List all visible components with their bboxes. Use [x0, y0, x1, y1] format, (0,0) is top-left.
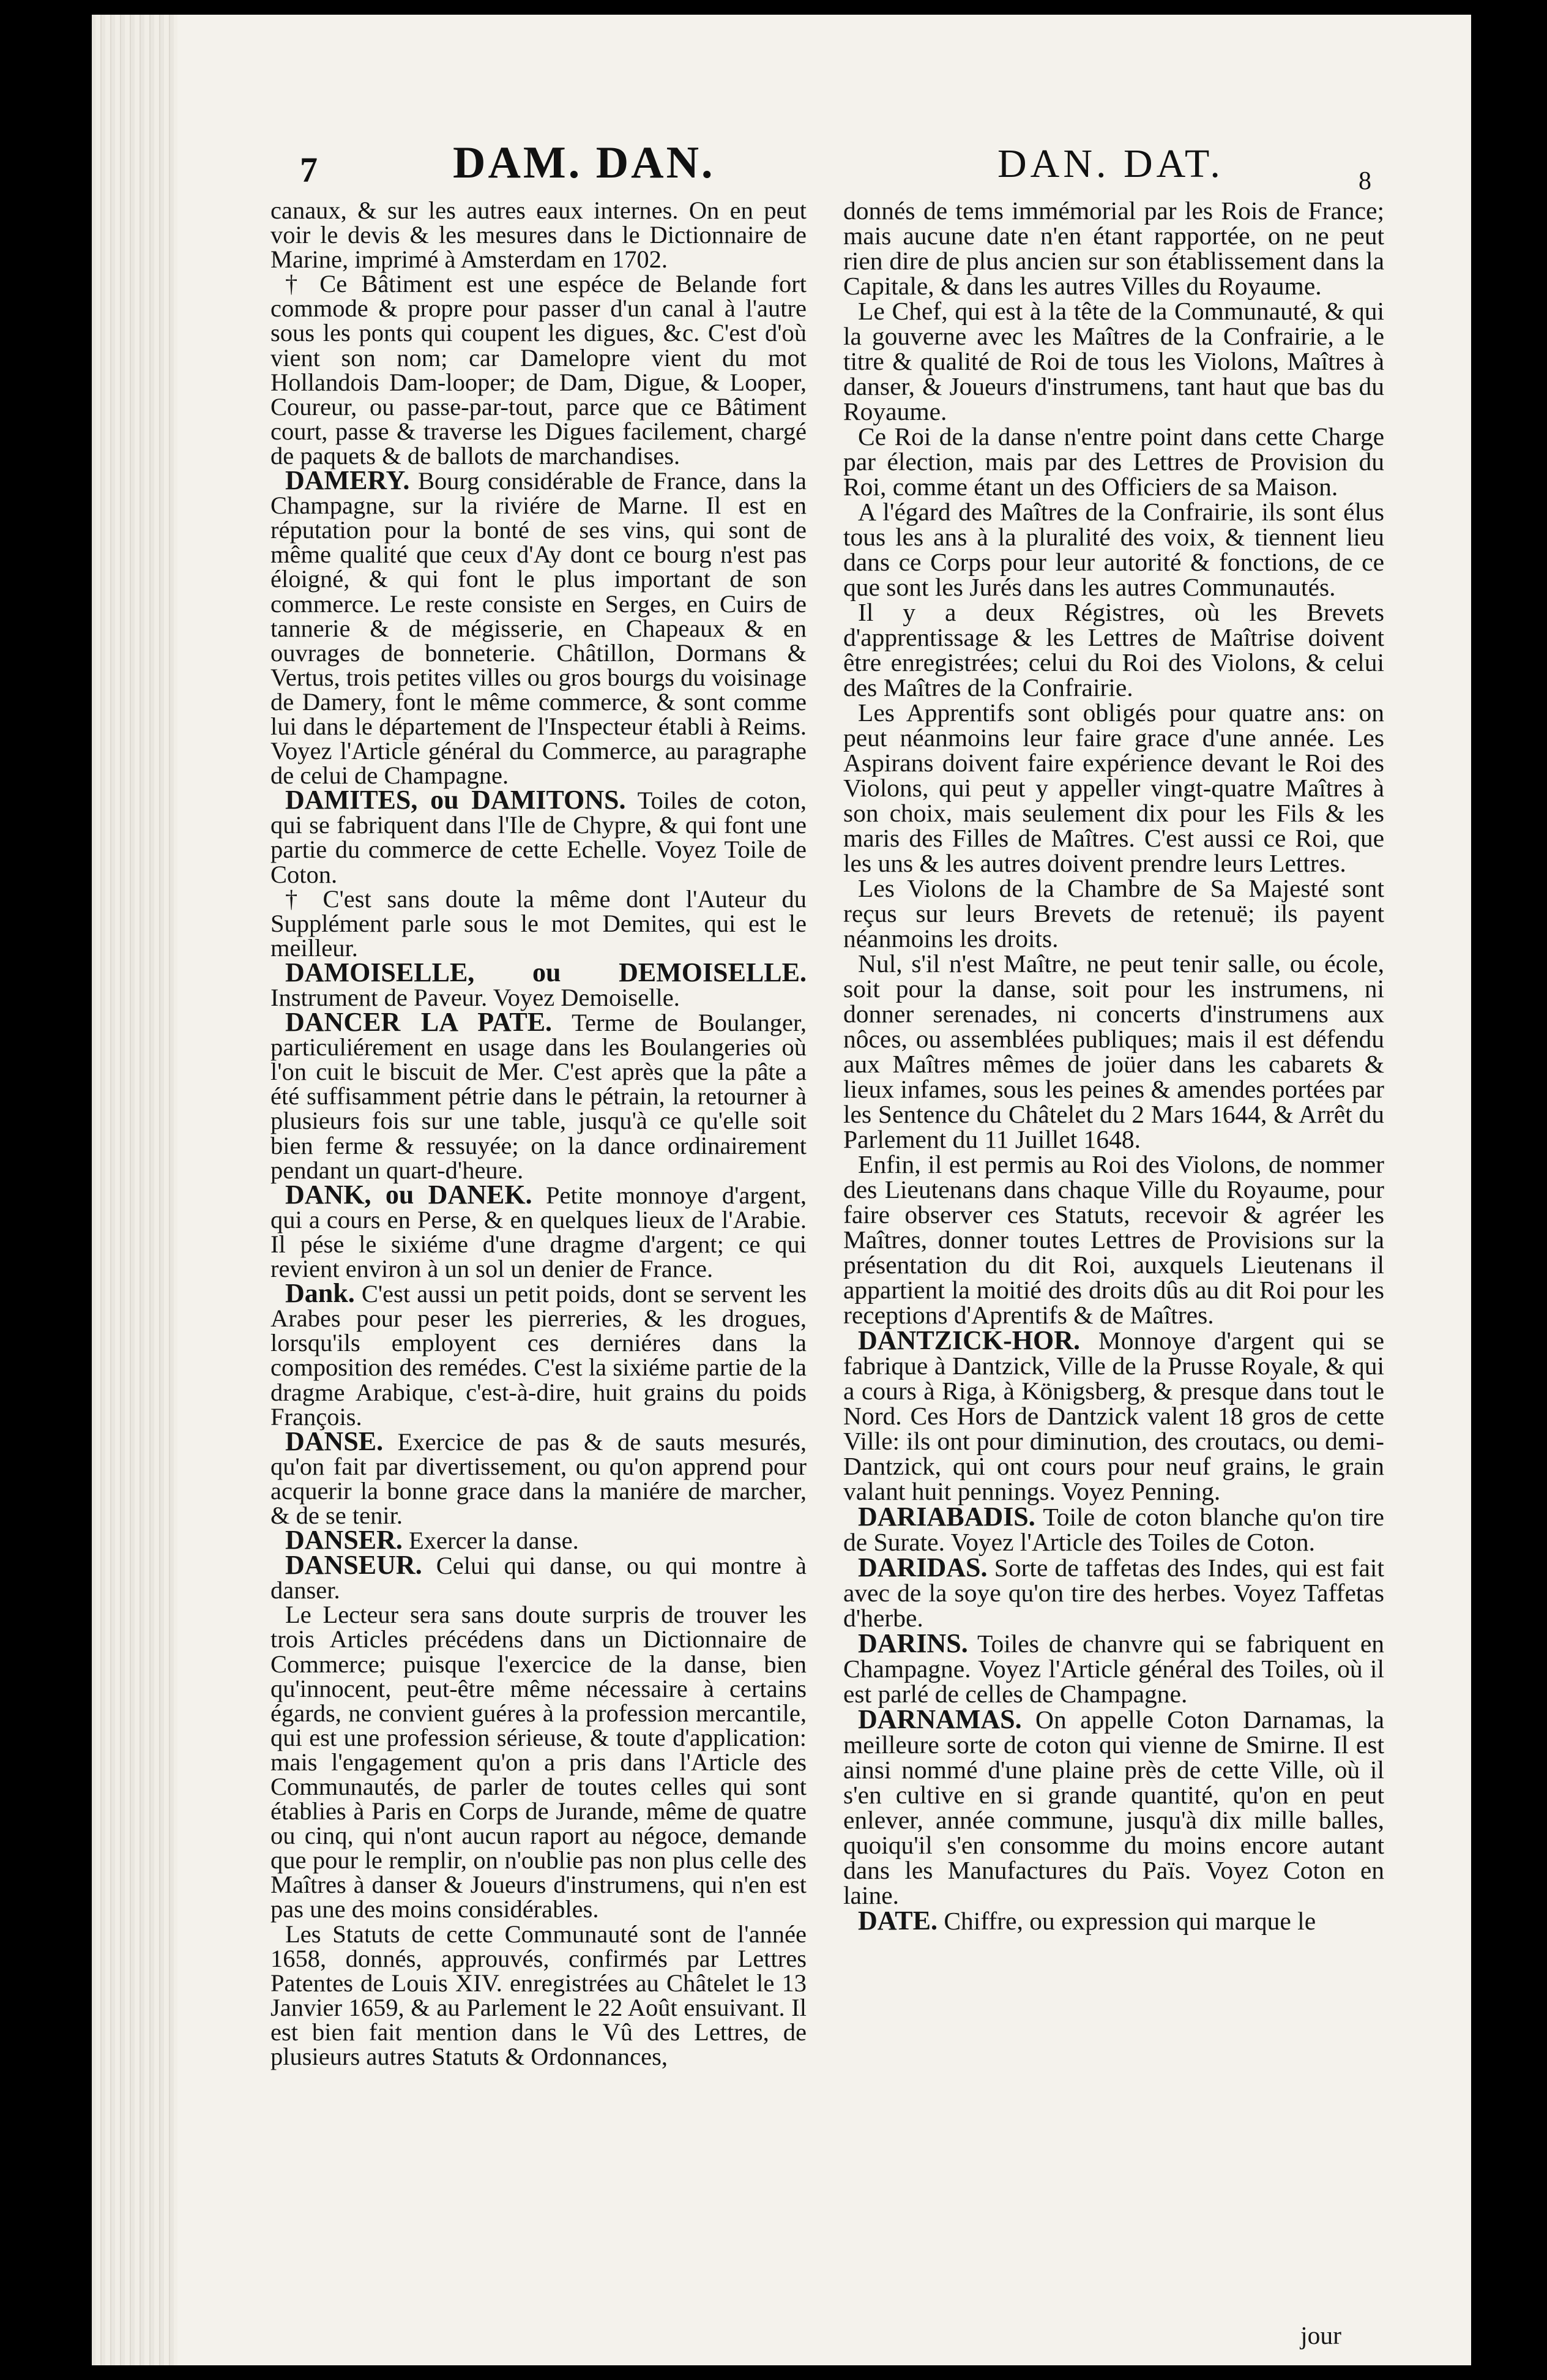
entry-text: Le Lecteur sera sans doute surpris de trouver les trois Articles précédens dans un Dictionnaire de Commerce; puisque l'exercice de la danse, bien qu'innocent, peut-être même nécessaire à certains égards, ne convient guéres à la profession mercantile, qui est une profession sérieuse, & toute d'application: mais l'engagement qu'on a pris dans l'Article des Communautés, de parler de toutes celles qui sont établies à Paris en Corps de Jurande, même de quatre ou cinq, qui n'ont aucun raport au négoce, demande que pour le remplir, on n'oublie pas non plus celle des Maîtres à danser & Joueurs d'instrumens, qui n'en est pas une des moins considérables.: [270, 1601, 807, 1923]
dictionary-entry: [270, 1550, 807, 1604]
entry-text: Bourg considérable de France, dans la Champagne, sur la riviére de Marne. Il est en réputation pour la bonté de ses vins, qui sont de même qualité que ceux d'Ay dont ce bourg n'est pas éloigné, & qui font le plus important de son commerce. Le reste consiste en Serges, en Cuirs de tannerie & de mégisserie, en Chapeaux & en ouvrages de bonneterie. Châtillon, Dormans & Vertus, trois petites villes ou gros bourgs du voisinage de Damery, font le même commerce, & sont comme lui dans le département de l'Inspecteur établi à Reims. Voyez l'Article général du Commerce, au paragraphe de celui de Champagne.: [270, 467, 807, 790]
entry-headword: DANSEUR.: [285, 1550, 422, 1581]
entry-headword: DARIDAS.: [858, 1552, 988, 1582]
entry-headword: DANSER.: [285, 1525, 403, 1555]
dictionary-entry: [270, 1922, 807, 2070]
dictionary-entry: [270, 198, 807, 272]
entry-text: Les Apprentifs sont obligés pour quatre ans: on peut néanmoins leur faire grace d'une année. Les Aspirans doivent faire expérience devant le Roi des Violons, qui peut y appeller vingt-quatre Maîtres à son choix, mais seulement dix pour les Fils & les maris des Filles de Maîtres. C'est aussi ce Roi, que les uns & les autres doivent prendre leurs Lettres.: [843, 698, 1384, 877]
dictionary-entry: [270, 1426, 807, 1529]
dictionary-entry: [843, 1552, 1384, 1632]
page-number-left: 7: [300, 150, 318, 190]
page-number-right: 8: [1359, 167, 1371, 195]
entry-headword: Dank.: [285, 1278, 355, 1309]
dictionary-entry: [843, 198, 1384, 299]
entry-text: Chiffre, ou expression qui marque le: [944, 1907, 1316, 1935]
dictionary-entry: [843, 500, 1384, 600]
entry-text: Exercice de pas & de sauts mesurés, qu'on fait par divertissement, ou qu'on apprend pour acquerir la bonne grace dans la maniére de marcher, & de se tenir.: [270, 1428, 807, 1529]
dictionary-entry: [843, 700, 1384, 876]
entry-text: Les Statuts de cette Communauté sont de l'année 1658, donnés, approuvés, confirmés par Lettres Patentes de Louis XIV. enregistrées au Châtelet le 13 Janvier 1659, & au Parlement le 22 Août ensuivant. Il est bien fait mention dans le Vû des Lettres, de plusieurs autres Statuts & Ordonnances,: [270, 1920, 807, 2071]
running-head: [92, 113, 1471, 195]
entry-text: Exercer la danse.: [409, 1527, 579, 1555]
entry-text: Instrument de Paveur. Voyez Demoiselle.: [270, 984, 680, 1011]
entry-headword: DATE.: [858, 1906, 938, 1936]
entry-text: Terme de Boulanger, particuliérement en usage dans les Boulangeries où l'on cuit le biscuit de Mer. C'est après que la pâte a été suffisamment pétrie dans le pétrain, la retourner à plusieurs fois sur une table, jusqu'à ce qu'elle soit bien ferme & ressuyée; on la dance ordinairement pendant un quart-d'heure.: [270, 1009, 807, 1184]
dictionary-entry: [270, 1525, 807, 1555]
dictionary-entry: [270, 887, 807, 960]
entry-text: Toiles de coton, qui se fabriquent dans l'Ile de Chypre, & qui font une partie du commerce de cette Echelle. Voyez Toile de Coton.: [270, 787, 807, 888]
running-title-left: DAM. DAN.: [453, 138, 715, 188]
dictionary-entry: [270, 465, 807, 790]
entry-headword: DARINS.: [858, 1628, 968, 1658]
entry-text: Toiles de chanvre qui se fabriquent en Champagne. Voyez l'Article général des Toiles, où il est parlé de celles de Champagne.: [843, 1630, 1384, 1708]
entry-text: canaux, & sur les autres eaux internes. On en peut voir le devis & les mesures dans le Dictionnaire de Marine, imprimé à Amsterdam en 1702.: [270, 196, 807, 274]
entry-text: On appelle Coton Darnamas, la meilleure sorte de coton qui vienne de Smirne. Il est ainsi nommé d'une plaine près de cette Ville, où il s'en cultive en si grande quantité, qu'on en peut enlever, année commune, jusqu'à dix mille balles, quoiqu'il s'en consomme du moins encore autant dans les Manufactures du Païs. Voyez Coton en laine.: [843, 1705, 1384, 1909]
dictionary-entry: [843, 1908, 1384, 1934]
entry-text: Le Chef, qui est à la tête de la Communauté, & qui la gouverne avec les Maîtres de la Confrairie, a le titre & qualité de Roi de tous les Violons, Maîtres à danser, & Joueurs d'instrumens, tant haut que bas du Royaume.: [843, 297, 1384, 425]
entry-headword: DANCER LA PATE.: [285, 1007, 553, 1038]
dictionary-entry: [843, 424, 1384, 500]
left-text-column: [270, 198, 807, 2069]
dictionary-entry: [270, 1179, 807, 1283]
entry-text: Les Violons de la Chambre de Sa Majesté sont reçus sur leurs Brevets de retenuë; ils payent néanmoins les droits.: [843, 874, 1384, 952]
entry-text: Sorte de taffetas des Indes, qui est fait avec de la soye qu'on tire des herbes. Voyez Taffetas d'herbe.: [843, 1554, 1384, 1632]
binding-gutter: [92, 15, 177, 2365]
dictionary-entry: [270, 1603, 807, 1922]
dictionary-entry: [270, 1278, 807, 1431]
entry-text: A l'égard des Maîtres de la Confrairie, ils sont élus tous les ans à la pluralité des voix, & tiennent lieu dans ce Corps pour leur autorité & fonctions, de ce que sont les Jurés dans les autres Communautés.: [843, 498, 1384, 601]
dictionary-entry: [270, 957, 807, 1011]
dictionary-entry: [843, 299, 1384, 424]
entry-text: C'est aussi un petit poids, dont se servent les Arabes pour peser les pierreries, & les drogues, lorsqu'ils employent ces derniéres dans la composition des remédes. C'est la sixiéme partie de la dragme Arabique, c'est-à-dire, huit grains du poids François.: [270, 1280, 807, 1431]
entry-text: † C'est sans doute la même dont l'Auteur du Supplément parle sous le mot Demites, qui est le meilleur.: [270, 885, 807, 962]
entry-text: Enfin, il est permis au Roi des Violons, de nommer des Lieutenans dans chaque Ville du Royaume, pour faire observer ces Statuts, recevoir & agréer les Maîtres, donner toutes Lettres de Provisions sur la présentation du dit Roi, auxquels Lieutenans il appartient la moitié des droits dûs au dit Roi pour les receptions d'Aprentifs & de Maîtres.: [843, 1150, 1384, 1329]
right-text-column: [843, 198, 1384, 1934]
entry-text: † Ce Bâtiment est une espéce de Belande fort commode & propre pour passer d'un canal à l'autre sous les ponts qui coupent les digues, &c. C'est d'où vient son nom; car Damelopre vient du mot Hollandois Dam-looper; de Dam, Digue, & Looper, Coureur, ou passe-par-tout, parce que ce Bâtiment court, passe & traverse les Digues facilement, chargé de paquets & de ballots de marchandises.: [270, 270, 807, 470]
entry-text: Petite monnoye d'argent, qui a cours en Perse, & en quelques lieux de l'Arabie. Il pése le sixiéme d'une dragme d'argent; ce qui revient environ à un sol un denier de France.: [270, 1181, 807, 1283]
entry-headword: DAMERY.: [285, 465, 410, 496]
dictionary-entry: [270, 785, 807, 888]
entry-headword: DARIABADIS.: [858, 1502, 1035, 1532]
book-page: [92, 15, 1471, 2365]
entry-text: Monnoye d'argent qui se fabrique à Dantzick, Ville de la Prusse Royale, & qui a cours à Riga, à Königsberg, & presque dans tout le Nord. Ces Hors de Dantzick valent 18 gros de cette Ville: ils ont pour diminution, des croutacs, ou demi-Dantzick, qui ont cours pour neuf grains, le grain valant huit pennings. Voyez Penning.: [843, 1327, 1384, 1505]
catchword: jour: [1300, 2321, 1341, 2349]
dictionary-entry: [270, 272, 807, 468]
entry-headword: DANSE.: [285, 1426, 384, 1456]
dictionary-entry: [843, 600, 1384, 700]
entry-text: Celui qui danse, ou qui montre à danser.: [270, 1552, 807, 1604]
entry-text: donnés de tems immémorial par les Rois de France; mais aucune date n'en étant rapportée, on ne peut rien dire de plus ancien sur son établissement dans la Capitale, & dans les autres Villes du Royaume.: [843, 196, 1384, 300]
dictionary-entry: [843, 1704, 1384, 1909]
dictionary-entry: [843, 951, 1384, 1152]
dictionary-entry: [843, 1628, 1384, 1708]
dictionary-entry: [270, 1007, 807, 1184]
dictionary-entry: [843, 1325, 1384, 1505]
entry-headword: DARNAMAS.: [858, 1704, 1022, 1734]
entry-headword: DANK, ou DANEK.: [285, 1179, 532, 1210]
entry-text: Il y a deux Régistres, où les Brevets d'apprentissage & les Lettres de Maîtrise doivent être enregistrées; celui du Roi des Violons, & celui des Maîtres de la Confrairie.: [843, 598, 1384, 702]
entry-headword: DANTZICK-HOR.: [858, 1325, 1081, 1355]
running-title-right: DAN. DAT.: [997, 141, 1224, 186]
catchword-wrap: [843, 2323, 1384, 2348]
entry-text: Ce Roi de la danse n'entre point dans cette Charge par élection, mais par des Lettres de Provision du Roi, comme étant un des Officiers de sa Maison.: [843, 422, 1384, 501]
entry-text: Toile de coton blanche qu'on tire de Surate. Voyez l'Article des Toiles de Coton.: [843, 1503, 1384, 1556]
entry-headword: DAMITES, ou DAMITONS.: [285, 785, 626, 815]
dictionary-entry: [843, 1152, 1384, 1328]
dictionary-entry: [843, 876, 1384, 951]
dictionary-entry: [843, 1504, 1384, 1555]
entry-text: Nul, s'il n'est Maître, ne peut tenir salle, ou école, soit pour la danse, soit pour les instrumens, ni donner serenades, ni concerts d'instrumens aux nôces, ou assemblées publiques; mais il est défendu aux Maîtres mêmes de joüer dans les cabarets & lieux infames, sous les peines & amendes portées par les Sentence du Châtelet du 2 Mars 1644, & Arrêt du Parlement du 11 Juillet 1648.: [843, 949, 1384, 1153]
entry-headword: DAMOISELLE, ou DEMOISELLE.: [285, 957, 807, 987]
